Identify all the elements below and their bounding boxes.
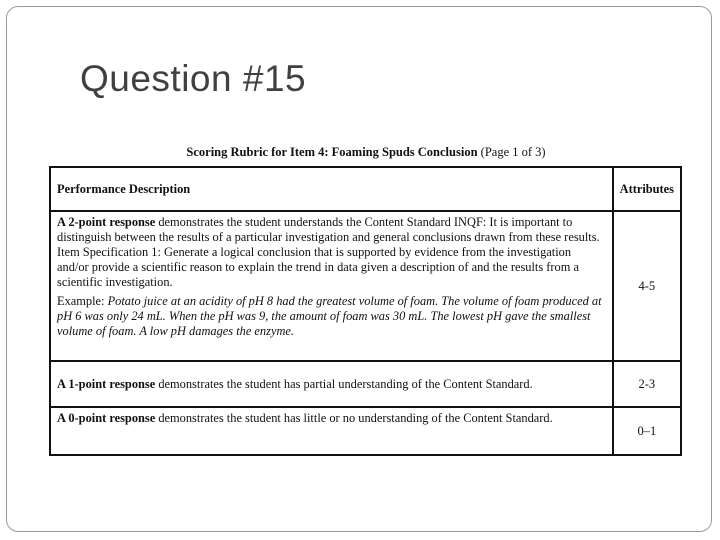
row-2-point-level: A 2-point response	[57, 215, 156, 229]
row-1-point-attributes-value: 2-3	[638, 376, 656, 391]
slide-title: Question #15	[80, 58, 307, 99]
rubric-row-2-point	[50, 211, 681, 361]
row-1-point-attributes	[613, 361, 681, 407]
row-0-point-description	[50, 407, 613, 455]
row-0-point-level: A 0-point response	[57, 411, 156, 425]
row-0-point-attributes	[613, 407, 681, 455]
row-2-point-text	[57, 215, 606, 289]
row-2-point-body: demonstrates the student understands the Content Standard INQF: It is important to distinguish between the results of a particular investigation and general conclusions drawn from these results. Item Specification 1: Generate a logical conclusion that is supported by evidence from the investigation and/or provide a scientific reason to explain the trend in data given a description of and the results from a scientific investigation.	[57, 215, 600, 289]
header-attributes: Attributes	[613, 167, 681, 211]
rubric-caption-page: (Page 1 of 3)	[477, 145, 546, 159]
row-2-point-description	[50, 211, 613, 361]
header-performance-description: Performance Description	[50, 167, 613, 211]
row-1-point-description	[50, 361, 613, 407]
row-1-point-level: A 1-point response	[57, 376, 156, 391]
row-1-point-body: demonstrates the student has partial understanding of the Content Standard.	[155, 376, 533, 391]
example-text: Potato juice at an acidity of pH 8 had the greatest volume of foam. The volume of foam produced at pH 6 was only 24 mL. When the pH was 9, the amount of foam was 30 mL. The lowest pH gave the smallest volume of foam. A low pH damages the enzyme.	[57, 294, 602, 339]
rubric-caption-title: Scoring Rubric for Item 4: Foaming Spuds Conclusion	[186, 145, 478, 159]
example-label: Example:	[57, 294, 108, 309]
row-2-point-attributes	[613, 211, 681, 361]
row-2-point-example	[57, 294, 606, 339]
row-0-point-attributes-value: 0–1	[637, 423, 657, 438]
rubric-caption	[50, 145, 682, 160]
rubric-table	[49, 166, 682, 456]
rubric-row-1-point	[50, 361, 681, 407]
rubric-row-0-point	[50, 407, 681, 455]
rubric-header-row	[50, 167, 681, 211]
row-0-point-body: demonstrates the student has little or no understanding of the Content Standard.	[155, 411, 553, 425]
row-2-point-attributes-value: 4-5	[638, 278, 656, 293]
